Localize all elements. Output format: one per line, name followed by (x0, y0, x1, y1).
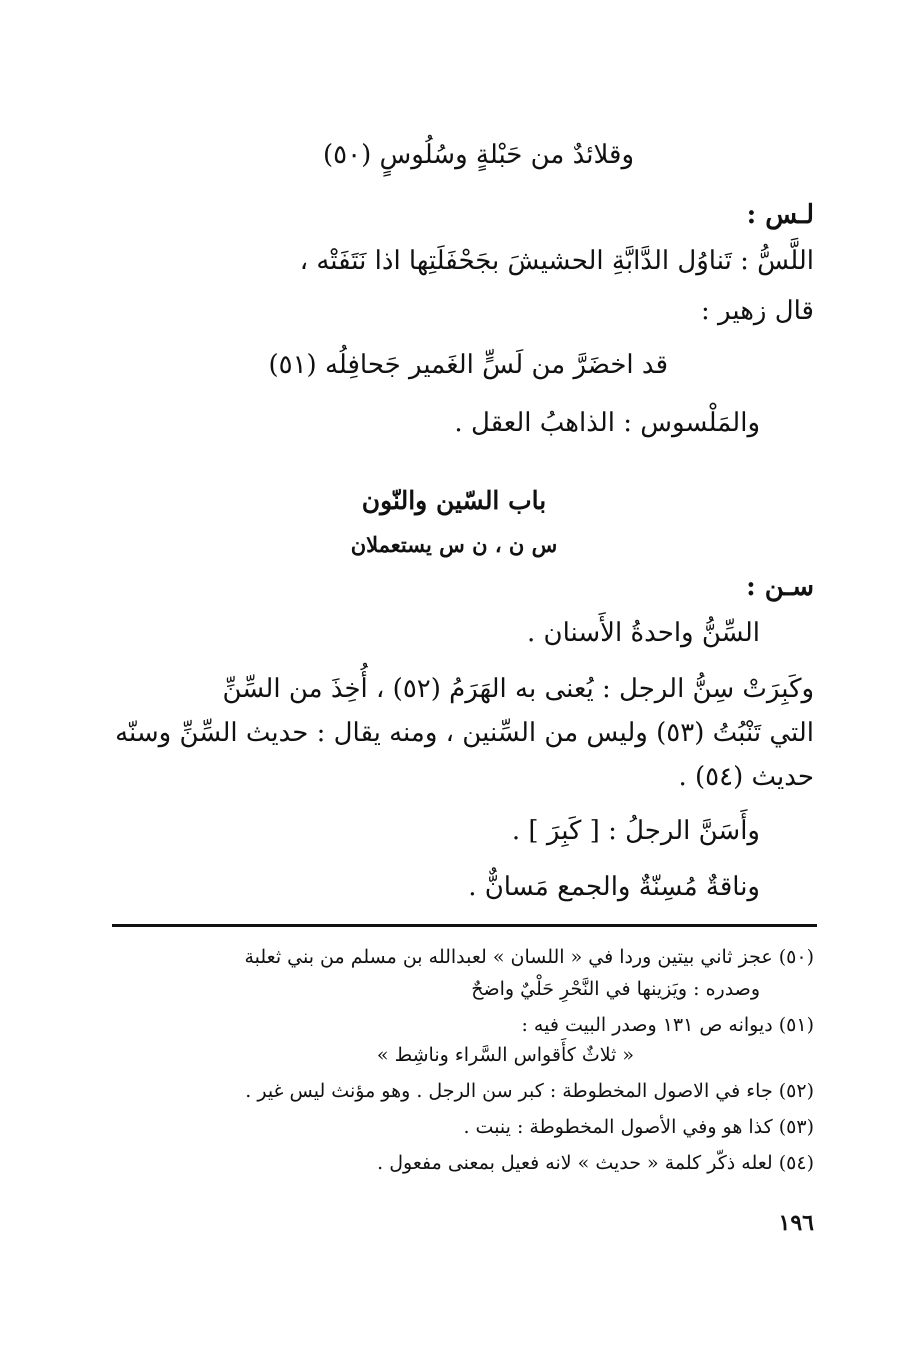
entry-sin-line: وأَسَنَّ الرجلُ : [ كَبِرَ ] . (511, 816, 760, 846)
entry-sin-line: التي تَنْبُتُ (٥٣) وليس من السِّنين ، ومنه يقال : حديث السِّنِّ وسنّه (115, 718, 814, 748)
chapter-title: باب السّين والنّون (361, 486, 547, 515)
footnote-divider (112, 924, 817, 927)
footnote-52: (٥٢) جاء في الاصول المخطوطة : كبر سن الرجل . وهو مؤنث ليس غير . (245, 1080, 814, 1102)
chapter-subtitle: س ن ، ن س يستعملان (350, 532, 558, 557)
footnote-50: (٥٠) عجز ثاني بيتين وردا في « اللسان » لعبدالله بن مسلم من بني ثعلبة (244, 946, 814, 968)
entry-sin-line: حديث (٥٤) . (678, 762, 814, 792)
verse-zuhayr: قد اخضَرَّ من لَسٍّ الغَمير جَحافِلُه (٥١) (268, 350, 668, 380)
page-number: ١٩٦ (778, 1210, 814, 1236)
entry-sin-line: وكَبِرَتْ سِنُّ الرجل : يُعنى به الهَرَمُ (٥٢) ، أُخِذَ من السِّنِّ (222, 674, 814, 704)
footnote-51-continued: « ثلاثٌ كأَقواس السَّراء وناشِط » (376, 1044, 634, 1066)
entry-heading-las: لـس : (746, 200, 814, 230)
entry-las-definition: اللَّسُّ : تَناوُل الدَّابَّةِ الحشيشَ بجَحْفَلَتِها اذا نَتَفَتْه ، (299, 246, 814, 276)
entry-sin-line: السِّنُّ واحدةُ الأَسنان . (526, 618, 760, 648)
entry-sin-line: وناقةٌ مُسِنّةٌ والجمع مَسانٌّ . (468, 872, 760, 902)
entry-heading-sin: سـن : (746, 572, 814, 602)
entry-las-poet-intro: قال زهير : (701, 296, 814, 326)
entry-las-malsus: والمَلْسوس : الذاهبُ العقل . (454, 408, 760, 438)
verse-top: وقلائدٌ من حَبْلةٍ وسُلُوسٍ (٥٠) (323, 140, 634, 170)
footnote-54: (٥٤) لعله ذكّر كلمة « حديث » لانه فعيل بمعنى مفعول . (377, 1152, 814, 1174)
footnote-50-continued: وصدره : ويَزينها في النَّحْرِ حَلْيٌ واضحٌ (471, 978, 760, 1000)
footnote-51: (٥١) ديوانه ص ١٣١ وصدر البيت فيه : (521, 1014, 814, 1036)
footnote-53: (٥٣) كذا هو وفي الأصول المخطوطة : ينبت . (463, 1116, 814, 1138)
